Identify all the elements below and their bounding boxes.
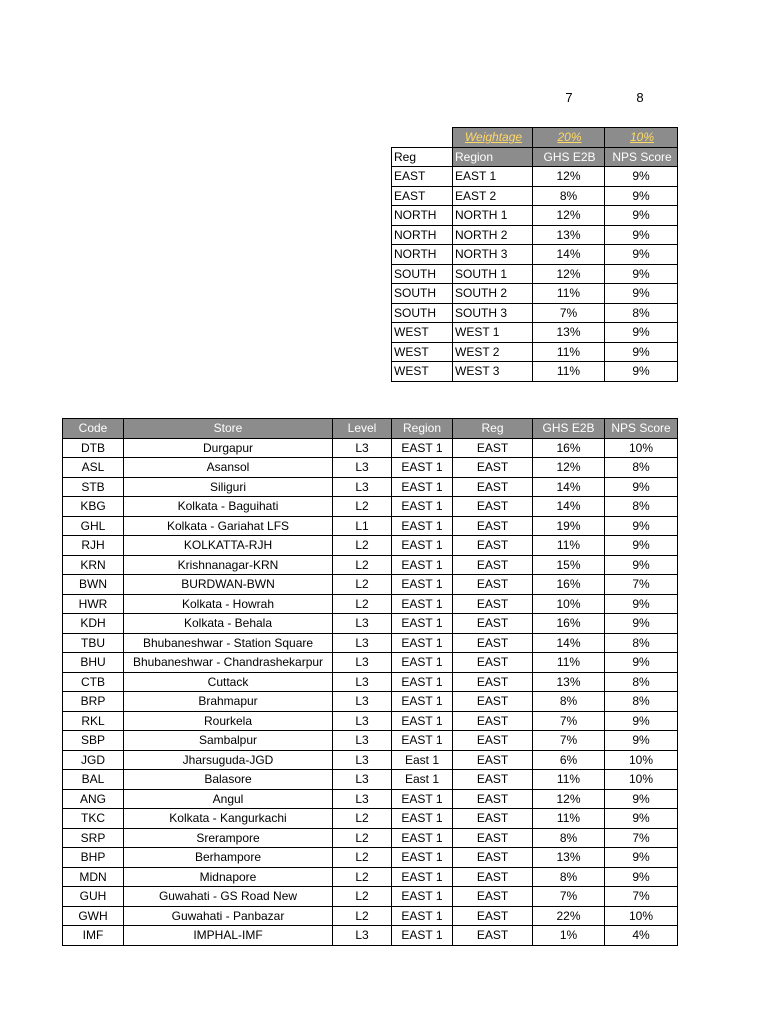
- summary-row: [392, 342, 678, 362]
- level-cell: L2: [333, 848, 392, 868]
- region-cell: NORTH 1: [453, 206, 533, 226]
- empty-cell: [392, 128, 453, 148]
- table-row: [63, 828, 678, 848]
- region-cell: EAST 1: [392, 906, 453, 926]
- region-cell: East 1: [392, 750, 453, 770]
- table-row: [63, 867, 678, 887]
- level-cell: L2: [333, 536, 392, 556]
- region-cell: EAST 1: [392, 555, 453, 575]
- level-cell: L3: [333, 438, 392, 458]
- store-cell: Kolkata - Kangurkachi: [124, 809, 333, 829]
- region-cell: SOUTH 3: [453, 303, 533, 323]
- store-cell: Kolkata - Behala: [124, 614, 333, 634]
- store-cell: BURDWAN-BWN: [124, 575, 333, 595]
- code-cell: SRP: [63, 828, 124, 848]
- nps-score-cell: 9%: [605, 477, 678, 497]
- nps-weight: 10%: [605, 128, 678, 148]
- region-cell: EAST 1: [392, 594, 453, 614]
- level-cell: L2: [333, 906, 392, 926]
- level-cell: L2: [333, 828, 392, 848]
- ghs-e2b-cell: 11%: [533, 770, 605, 790]
- ghs-e2b-cell: 7%: [533, 711, 605, 731]
- table-row: [63, 458, 678, 478]
- nps-score-cell: 9%: [605, 516, 678, 536]
- nps-score-cell: 9%: [605, 711, 678, 731]
- region-cell: EAST 1: [392, 867, 453, 887]
- reg-cell: SOUTH: [392, 303, 453, 323]
- reg-cell: EAST: [453, 653, 533, 673]
- ghs-e2b-cell: 13%: [533, 225, 605, 245]
- nps-score-cell: 9%: [605, 867, 678, 887]
- ghs-e2b-cell: 16%: [533, 438, 605, 458]
- region-cell: WEST 3: [453, 362, 533, 382]
- ghs-e2b-cell: 14%: [533, 633, 605, 653]
- reg-cell: EAST: [392, 186, 453, 206]
- code-cell: STB: [63, 477, 124, 497]
- reg-cell: EAST: [453, 477, 533, 497]
- summary-row: [392, 264, 678, 284]
- code-cell: MDN: [63, 867, 124, 887]
- nps-score-cell: 9%: [605, 167, 678, 187]
- table-row: [63, 536, 678, 556]
- ghs-e2b-cell: 19%: [533, 516, 605, 536]
- ghs-e2b-cell: 12%: [533, 206, 605, 226]
- summary-row: [392, 284, 678, 304]
- ghs-e2b-cell: 11%: [533, 536, 605, 556]
- code-cell: BAL: [63, 770, 124, 790]
- reg-cell: EAST: [453, 633, 533, 653]
- store-table: [62, 418, 678, 946]
- reg-cell: EAST: [453, 575, 533, 595]
- ghs-e2b-cell: 11%: [533, 809, 605, 829]
- level-cell: L3: [333, 750, 392, 770]
- header-ghs-e2b: GHS E2B: [533, 147, 605, 167]
- table-row: [63, 633, 678, 653]
- code-cell: BWN: [63, 575, 124, 595]
- reg-cell: EAST: [453, 438, 533, 458]
- code-cell: DTB: [63, 438, 124, 458]
- reg-cell: EAST: [453, 770, 533, 790]
- ghs-e2b-cell: 12%: [533, 789, 605, 809]
- region-cell: EAST 1: [392, 516, 453, 536]
- reg-cell: NORTH: [392, 245, 453, 265]
- reg-cell: WEST: [392, 342, 453, 362]
- ghs-e2b-cell: 8%: [533, 828, 605, 848]
- ghs-e2b-cell: 13%: [533, 848, 605, 868]
- nps-score-cell: 10%: [605, 906, 678, 926]
- reg-cell: EAST: [453, 555, 533, 575]
- nps-score-cell: 8%: [605, 672, 678, 692]
- code-cell: KDH: [63, 614, 124, 634]
- nps-score-cell: 9%: [605, 653, 678, 673]
- ghs-e2b-cell: 10%: [533, 594, 605, 614]
- region-cell: EAST 1: [392, 438, 453, 458]
- table-row: [63, 848, 678, 868]
- code-cell: KBG: [63, 497, 124, 517]
- region-cell: NORTH 3: [453, 245, 533, 265]
- reg-cell: EAST: [453, 516, 533, 536]
- level-cell: L2: [333, 809, 392, 829]
- region-cell: EAST 1: [392, 614, 453, 634]
- reg-cell: EAST: [453, 731, 533, 751]
- table-row: [63, 516, 678, 536]
- store-cell: Jharsuguda-JGD: [124, 750, 333, 770]
- column-number-8: 8: [636, 90, 644, 105]
- reg-cell: EAST: [453, 828, 533, 848]
- reg-cell: EAST: [453, 536, 533, 556]
- code-cell: TBU: [63, 633, 124, 653]
- reg-cell: EAST: [453, 809, 533, 829]
- nps-score-cell: 10%: [605, 438, 678, 458]
- ghs-e2b-cell: 7%: [533, 303, 605, 323]
- store-cell: KOLKATTA-RJH: [124, 536, 333, 556]
- nps-score-cell: 9%: [605, 555, 678, 575]
- level-cell: L3: [333, 711, 392, 731]
- code-cell: GWH: [63, 906, 124, 926]
- region-cell: EAST 1: [392, 926, 453, 946]
- weightage-label: Weightage: [453, 128, 533, 148]
- code-cell: TKC: [63, 809, 124, 829]
- store-cell: Angul: [124, 789, 333, 809]
- level-cell: L1: [333, 516, 392, 536]
- level-cell: L3: [333, 731, 392, 751]
- nps-score-cell: 9%: [605, 186, 678, 206]
- code-cell: RJH: [63, 536, 124, 556]
- summary-row: [392, 206, 678, 226]
- level-cell: L2: [333, 555, 392, 575]
- level-cell: L2: [333, 497, 392, 517]
- header-region: Region: [392, 419, 453, 439]
- table-row: [63, 711, 678, 731]
- store-cell: Srerampore: [124, 828, 333, 848]
- table-row: [63, 789, 678, 809]
- reg-cell: EAST: [453, 867, 533, 887]
- store-cell: Guwahati - GS Road New: [124, 887, 333, 907]
- region-cell: SOUTH 2: [453, 284, 533, 304]
- ghs-e2b-cell: 22%: [533, 906, 605, 926]
- header-level: Level: [333, 419, 392, 439]
- level-cell: L3: [333, 633, 392, 653]
- summary-row: [392, 323, 678, 343]
- region-cell: WEST 2: [453, 342, 533, 362]
- summary-row: [392, 186, 678, 206]
- ghs-e2b-cell: 7%: [533, 731, 605, 751]
- reg-cell: EAST: [453, 497, 533, 517]
- code-cell: HWR: [63, 594, 124, 614]
- code-cell: RKL: [63, 711, 124, 731]
- level-cell: L2: [333, 594, 392, 614]
- reg-cell: EAST: [453, 926, 533, 946]
- nps-score-cell: 9%: [605, 362, 678, 382]
- store-cell: Sambalpur: [124, 731, 333, 751]
- level-cell: L3: [333, 653, 392, 673]
- table-row: [63, 731, 678, 751]
- code-cell: IMF: [63, 926, 124, 946]
- code-cell: CTB: [63, 672, 124, 692]
- store-cell: Balasore: [124, 770, 333, 790]
- ghs-e2b-cell: 1%: [533, 926, 605, 946]
- reg-cell: NORTH: [392, 206, 453, 226]
- code-cell: JGD: [63, 750, 124, 770]
- store-cell: Durgapur: [124, 438, 333, 458]
- region-cell: NORTH 2: [453, 225, 533, 245]
- store-cell: Bhubaneshwar - Chandrashekarpur: [124, 653, 333, 673]
- header-reg: Reg: [453, 419, 533, 439]
- level-cell: L3: [333, 477, 392, 497]
- ghs-e2b-cell: 13%: [533, 672, 605, 692]
- ghs-e2b-cell: 8%: [533, 692, 605, 712]
- nps-score-cell: 9%: [605, 731, 678, 751]
- reg-cell: EAST: [453, 458, 533, 478]
- region-cell: EAST 1: [392, 497, 453, 517]
- nps-score-cell: 9%: [605, 614, 678, 634]
- header-code: Code: [63, 419, 124, 439]
- ghs-e2b-cell: 16%: [533, 575, 605, 595]
- code-cell: ANG: [63, 789, 124, 809]
- table-row: [63, 692, 678, 712]
- summary-row: [392, 303, 678, 323]
- code-cell: BRP: [63, 692, 124, 712]
- table-row: [63, 809, 678, 829]
- code-cell: BHU: [63, 653, 124, 673]
- table-row: [63, 575, 678, 595]
- region-cell: EAST 1: [392, 711, 453, 731]
- code-cell: BHP: [63, 848, 124, 868]
- region-cell: EAST 1: [392, 575, 453, 595]
- table-row: [63, 926, 678, 946]
- header-store: Store: [124, 419, 333, 439]
- level-cell: L3: [333, 770, 392, 790]
- region-summary-table: [391, 127, 678, 382]
- table-row: [63, 672, 678, 692]
- level-cell: L2: [333, 575, 392, 595]
- ghs-e2b-cell: 14%: [533, 497, 605, 517]
- nps-score-cell: 8%: [605, 633, 678, 653]
- ghs-e2b-cell: 13%: [533, 323, 605, 343]
- region-cell: EAST 1: [392, 809, 453, 829]
- nps-score-cell: 9%: [605, 245, 678, 265]
- region-cell: EAST 1: [392, 692, 453, 712]
- store-cell: Siliguri: [124, 477, 333, 497]
- level-cell: L3: [333, 789, 392, 809]
- level-cell: L3: [333, 672, 392, 692]
- level-cell: L3: [333, 458, 392, 478]
- code-cell: ASL: [63, 458, 124, 478]
- reg-cell: EAST: [453, 887, 533, 907]
- table-row: [63, 614, 678, 634]
- header-region: Region: [453, 147, 533, 167]
- nps-score-cell: 8%: [605, 497, 678, 517]
- level-cell: L2: [333, 867, 392, 887]
- region-cell: EAST 1: [392, 848, 453, 868]
- code-cell: SBP: [63, 731, 124, 751]
- nps-score-cell: 9%: [605, 323, 678, 343]
- region-cell: EAST 1: [392, 672, 453, 692]
- summary-row: [392, 362, 678, 382]
- ghs-e2b-cell: 11%: [533, 342, 605, 362]
- table-row: [63, 555, 678, 575]
- region-cell: EAST 2: [453, 186, 533, 206]
- level-cell: L2: [333, 887, 392, 907]
- ghs-e2b-cell: 11%: [533, 362, 605, 382]
- reg-cell: WEST: [392, 323, 453, 343]
- nps-score-cell: 9%: [605, 809, 678, 829]
- reg-cell: EAST: [392, 167, 453, 187]
- ghs-e2b-cell: 6%: [533, 750, 605, 770]
- region-cell: EAST 1: [392, 887, 453, 907]
- nps-score-cell: 9%: [605, 225, 678, 245]
- store-cell: Kolkata - Gariahat LFS: [124, 516, 333, 536]
- store-cell: Rourkela: [124, 711, 333, 731]
- reg-cell: EAST: [453, 848, 533, 868]
- level-cell: L3: [333, 926, 392, 946]
- ghs-e2b-cell: 8%: [533, 867, 605, 887]
- ghs-e2b-cell: 12%: [533, 167, 605, 187]
- store-cell: Asansol: [124, 458, 333, 478]
- region-cell: EAST 1: [392, 731, 453, 751]
- table-row: [63, 887, 678, 907]
- reg-cell: SOUTH: [392, 264, 453, 284]
- header-ghs-e2b: GHS E2B: [533, 419, 605, 439]
- reg-cell: EAST: [453, 789, 533, 809]
- summary-row: [392, 225, 678, 245]
- level-cell: L3: [333, 692, 392, 712]
- ghs-e2b-cell: 11%: [533, 284, 605, 304]
- ghs-e2b-cell: 12%: [533, 264, 605, 284]
- store-cell: Kolkata - Baguihati: [124, 497, 333, 517]
- nps-score-cell: 9%: [605, 848, 678, 868]
- header-nps-score: NPS Score: [605, 147, 678, 167]
- ghs-e2b-cell: 14%: [533, 245, 605, 265]
- ghs-e2b-cell: 11%: [533, 653, 605, 673]
- table-row: [63, 906, 678, 926]
- reg-cell: EAST: [453, 594, 533, 614]
- summary-header-row: [392, 147, 678, 167]
- region-cell: EAST 1: [392, 536, 453, 556]
- region-cell: EAST 1: [392, 458, 453, 478]
- nps-score-cell: 9%: [605, 536, 678, 556]
- reg-cell: EAST: [453, 614, 533, 634]
- table-row: [63, 497, 678, 517]
- table-row: [63, 594, 678, 614]
- nps-score-cell: 7%: [605, 828, 678, 848]
- reg-cell: EAST: [453, 906, 533, 926]
- table-row: [63, 750, 678, 770]
- store-cell: Brahmapur: [124, 692, 333, 712]
- region-cell: EAST 1: [392, 653, 453, 673]
- nps-score-cell: 8%: [605, 692, 678, 712]
- reg-cell: EAST: [453, 672, 533, 692]
- region-cell: EAST 1: [392, 789, 453, 809]
- ghs-e2b-cell: 7%: [533, 887, 605, 907]
- nps-score-cell: 9%: [605, 342, 678, 362]
- table-row: [63, 770, 678, 790]
- table-row: [63, 653, 678, 673]
- region-cell: EAST 1: [453, 167, 533, 187]
- ghs-e2b-cell: 8%: [533, 186, 605, 206]
- nps-score-cell: 10%: [605, 750, 678, 770]
- ghs-e2b-cell: 14%: [533, 477, 605, 497]
- region-cell: East 1: [392, 770, 453, 790]
- ghs-e2b-cell: 12%: [533, 458, 605, 478]
- nps-score-cell: 9%: [605, 264, 678, 284]
- store-cell: Bhubaneshwar - Station Square: [124, 633, 333, 653]
- store-cell: Guwahati - Panbazar: [124, 906, 333, 926]
- code-cell: KRN: [63, 555, 124, 575]
- reg-cell: EAST: [453, 711, 533, 731]
- nps-score-cell: 7%: [605, 887, 678, 907]
- reg-cell: EAST: [453, 750, 533, 770]
- nps-score-cell: 7%: [605, 575, 678, 595]
- nps-score-cell: 9%: [605, 789, 678, 809]
- region-cell: WEST 1: [453, 323, 533, 343]
- store-cell: Kolkata - Howrah: [124, 594, 333, 614]
- weightage-row: [392, 128, 678, 148]
- ghs-weight: 20%: [533, 128, 605, 148]
- store-cell: Krishnanagar-KRN: [124, 555, 333, 575]
- region-cell: SOUTH 1: [453, 264, 533, 284]
- ghs-e2b-cell: 15%: [533, 555, 605, 575]
- reg-cell: WEST: [392, 362, 453, 382]
- nps-score-cell: 9%: [605, 206, 678, 226]
- table-row: [63, 438, 678, 458]
- region-cell: EAST 1: [392, 477, 453, 497]
- reg-cell: EAST: [453, 692, 533, 712]
- code-cell: GHL: [63, 516, 124, 536]
- header-reg: Reg: [392, 147, 453, 167]
- store-cell: IMPHAL-IMF: [124, 926, 333, 946]
- summary-row: [392, 245, 678, 265]
- nps-score-cell: 8%: [605, 303, 678, 323]
- region-cell: EAST 1: [392, 633, 453, 653]
- code-cell: GUH: [63, 887, 124, 907]
- ghs-e2b-cell: 16%: [533, 614, 605, 634]
- nps-score-cell: 10%: [605, 770, 678, 790]
- store-cell: Berhampore: [124, 848, 333, 868]
- level-cell: L3: [333, 614, 392, 634]
- store-header-row: [63, 419, 678, 439]
- nps-score-cell: 4%: [605, 926, 678, 946]
- store-cell: Cuttack: [124, 672, 333, 692]
- summary-row: [392, 167, 678, 187]
- table-row: [63, 477, 678, 497]
- header-nps-score: NPS Score: [605, 419, 678, 439]
- nps-score-cell: 8%: [605, 458, 678, 478]
- reg-cell: NORTH: [392, 225, 453, 245]
- store-cell: Midnapore: [124, 867, 333, 887]
- region-cell: EAST 1: [392, 828, 453, 848]
- column-number-7: 7: [565, 90, 573, 105]
- nps-score-cell: 9%: [605, 594, 678, 614]
- nps-score-cell: 9%: [605, 284, 678, 304]
- reg-cell: SOUTH: [392, 284, 453, 304]
